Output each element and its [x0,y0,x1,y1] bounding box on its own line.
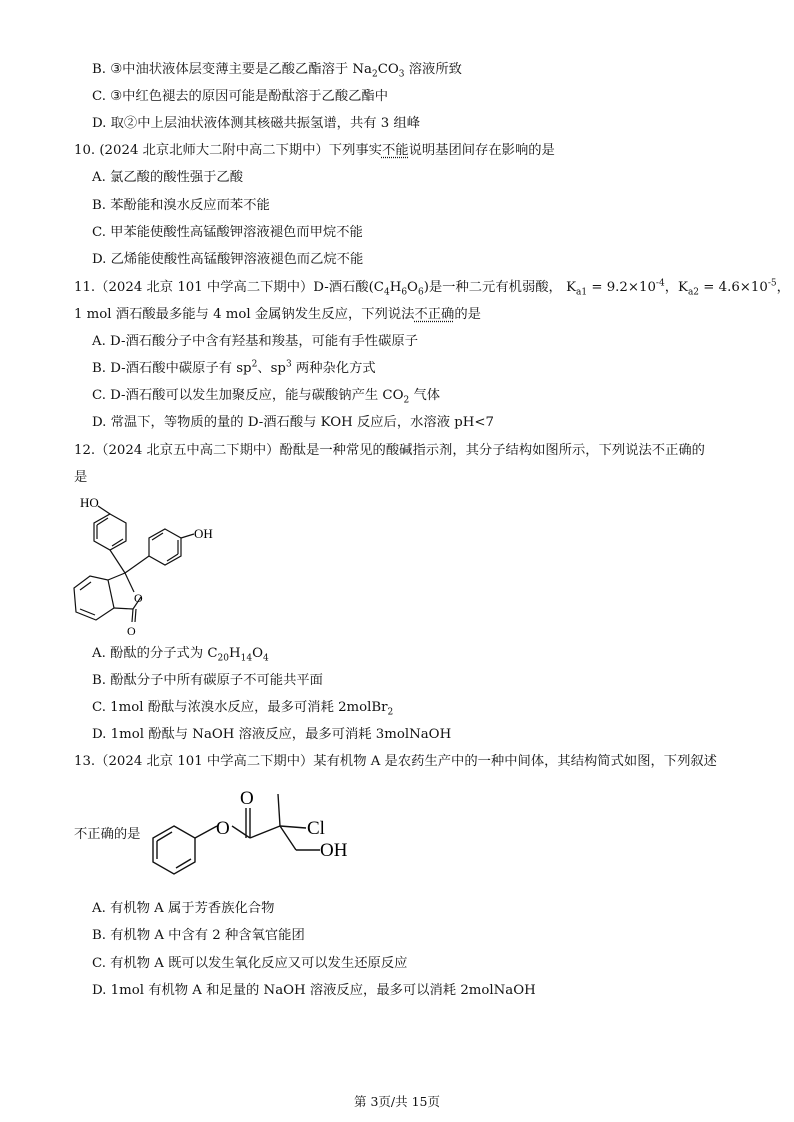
carbonyl-oxygen-label: O [127,624,136,638]
q10-option-c: C. 甲苯能使酸性高锰酸钾溶液褪色而甲烷不能 [92,225,363,240]
q12-stem-line1: 12.（2024 北京五中高二下期中）酚酞是一种常见的酸碱指示剂，其分子结构如图所示，下列说法不正确的 [74,443,705,458]
q11-option-b: B. D-酒石酸中碳原子有 $sp^2$、$sp^3$ 两种杂化方式 [92,359,376,376]
q10-stem: 10. (2024 北京北师大二附中高二下期中）下列事实不能说明基团间存在影响的是 [74,143,555,158]
ho-label: HO [80,495,99,510]
ester-oxygen-label: O [216,818,230,839]
carbonyl-oxygen-label: O [240,788,254,809]
q10-option-b: B. 苯酚能和溴水反应而苯不能 [92,198,270,213]
chlorine-label: Cl [307,818,325,839]
q12-option-d: D. 1mol 酚酞与 NaOH 溶液反应，最多可消耗 3molNaOH [92,727,452,742]
q9-option-b: B. ③中油状液体层变薄主要是乙酸乙酯溶于 $Na_2CO_3$ 溶液所致 [92,62,462,80]
q12-option-b: B. 酚酞分子中所有碳原子不可能共平面 [92,673,323,688]
page-footer: 第 3页/共 15页 [353,1094,441,1109]
q12-option-c: C. 1mol 酚酞与浓溴水反应，最多可消耗 2molBr$_2$ [92,700,394,718]
q13-option-d: D. 1mol 有机物 A 和足量的 NaOH 溶液反应，最多可以消耗 2molNaOH [92,983,536,998]
oh-label: OH [194,526,213,541]
q9-option-c: C. ③中红色褪去的原因可能是酚酞溶于乙酸乙酯中 [92,89,389,104]
q11-option-c: C. D-酒石酸可以发生加聚反应，能与碳酸钠产生 $CO_2$ 气体 [92,388,441,406]
compound-a-structure [142,786,372,886]
q11-stem-line1: 11.（2024 北京 101 中学高二下期中）D-酒石酸$(C_4H_6O_6)$是一种二元有机弱酸， $K_{a1} = 9.2\times 10^{-4}$，$K_{a2} = 4.6\times 10^{-5}$， [74,278,790,298]
hydroxyl-label: OH [320,840,348,861]
q10-option-a: A. 氯乙酸的酸性强于乙酸 [92,170,244,185]
q13-stem-line2: 不正确的是 [74,827,141,842]
ring-oxygen-label: O [134,591,143,605]
q13-stem-line1: 13.（2024 北京 101 中学高二下期中）某有机物 A 是农药生产中的一种中间体，其结构简式如图，下列叙述 [74,754,717,769]
q13-option-a: A. 有机物 A 属于芳香族化合物 [92,901,275,916]
q12-option-a: A. 酚酞的分子式为 $C_{20}H_{14}O_4$ [92,646,269,664]
q13-option-b: B. 有机物 A 中含有 2 种含氧官能团 [92,928,305,943]
q10-option-d: D. 乙烯能使酸性高锰酸钾溶液褪色而乙烷不能 [92,252,364,267]
q9-option-d: D. 取②中上层油状液体测其核磁共振氢谱，共有 3 组峰 [92,116,421,131]
q11-stem-line2: 1 mol 酒石酸最多能与 4 mol 金属钠发生反应，下列说法不正确的是 [74,307,481,322]
q13-option-c: C. 有机物 A 既可以发生氧化反应又可以发生还原反应 [92,956,408,971]
q11-option-a: A. D-酒石酸分子中含有羟基和羧基，可能有手性碳原子 [92,334,418,349]
q11-option-d: D. 常温下，等物质的量的 D-酒石酸与 KOH 反应后，水溶液 pH<7 [92,415,494,430]
phenolphthalein-structure [70,492,250,642]
q12-stem-line2: 是 [74,470,88,485]
